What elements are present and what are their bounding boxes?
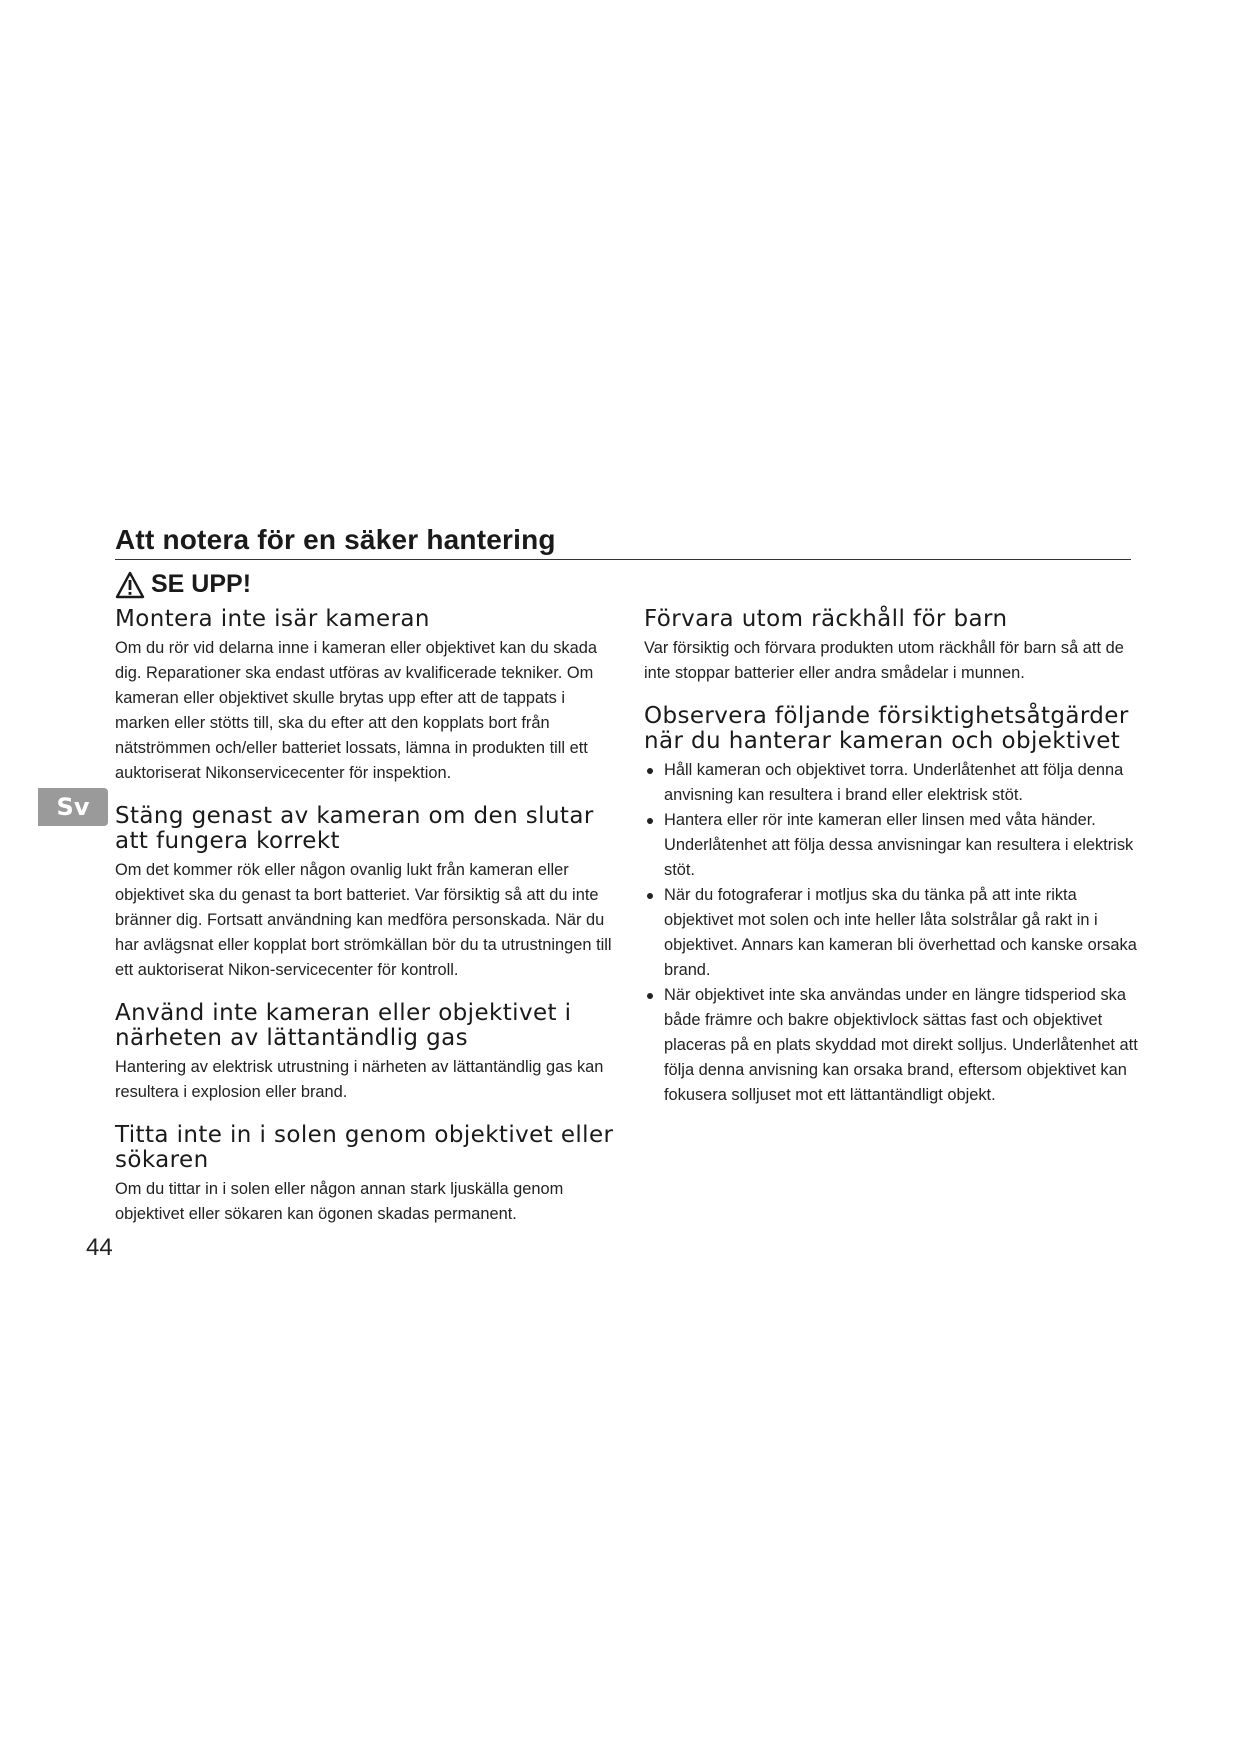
section-precautions	[644, 704, 1144, 1108]
section-body: Var försiktig och förvara produkten utom räckhåll för barn så att de inte stoppar batterier eller andra smådelar i munnen.	[644, 639, 1124, 682]
language-tab: Sv	[38, 788, 108, 826]
warning-triangle-icon	[115, 571, 145, 599]
list-item: När du fotograferar i motljus ska du tänka på att inte rikta objektivet mot solen och inte heller låta solstrålar gå rakt in i objektivet. Annars kan kameran bli överhettad och kanske orsaka brand.	[644, 883, 1144, 983]
section-heading: Stäng genast av kameran om den slutar att fungera korrekt	[115, 803, 594, 854]
page-number: 44	[86, 1234, 113, 1261]
list-item: När objektivet inte ska användas under en längre tidsperiod ska både främre och bakre objektivlock sättas fast och objektivet placeras på en plats skyddad mot direkt solljus. Underlåtenhet att följa denna anvisning kan orsaka brand, eftersom objektivet kan fokusera solljuset mot ett lättantändligt objekt.	[644, 983, 1144, 1108]
section-heading: Förvara utom räckhåll för barn	[644, 606, 1008, 632]
precaution-list	[644, 758, 1144, 1108]
section-heading: Observera följande försiktighetsåtgärder när du hanterar kameran och objektivet	[644, 703, 1129, 754]
right-column	[644, 607, 1144, 1126]
warning-label: SE UPP!	[151, 570, 252, 598]
section-flammable-gas	[115, 1001, 615, 1105]
section-sun	[115, 1123, 615, 1227]
section-heading: Använd inte kameran eller objektivet i närheten av lättantändlig gas	[115, 1000, 572, 1051]
section-body: Om du rör vid delarna inne i kameran eller objektivet kan du skada dig. Reparationer ska endast utföras av kvalificerade tekniker. Om kameran eller objektivet skulle brytas upp efter att de tappats i marken eller stötts till, ska du efter att den kopplats bort från nätströmmen och/eller batteriet lossats, lämna in produkten till ett auktoriserat Nikonservicecenter för inspektion.	[115, 639, 597, 782]
warning-heading	[115, 570, 251, 599]
section-body: Om det kommer rök eller någon ovanlig lukt från kameran eller objektivet ska du genast ta bort batteriet. Var försiktig så att du inte bränner dig. Fortsatt användning kan medföra personskada. När du har avlägsnat eller kopplat bort strömkällan bör du ta utrustningen till ett auktoriserat Nikon-servicecenter för kontroll.	[115, 861, 612, 979]
left-column	[115, 607, 615, 1245]
list-item: Hantera eller rör inte kameran eller linsen med våta händer. Underlåtenhet att följa dessa anvisningar kan resultera i elektrisk stöt.	[644, 808, 1144, 883]
page-title: Att notera för en säker hantering	[115, 524, 1131, 560]
section-heading: Titta inte in i solen genom objektivet eller sökaren	[115, 1122, 614, 1173]
section-malfunction	[115, 804, 615, 983]
section-body: Hantering av elektrisk utrustning i närheten av lättantändlig gas kan resultera i explosion eller brand.	[115, 1058, 604, 1101]
section-heading: Montera inte isär kameran	[115, 606, 430, 632]
section-children	[644, 607, 1144, 686]
section-body: Om du tittar in i solen eller någon annan stark ljuskälla genom objektivet eller sökaren kan ögonen skadas permanent.	[115, 1180, 564, 1223]
section-disassembly	[115, 607, 615, 786]
list-item: Håll kameran och objektivet torra. Underlåtenhet att följa denna anvisning kan resultera i brand eller elektrisk stöt.	[644, 758, 1144, 808]
